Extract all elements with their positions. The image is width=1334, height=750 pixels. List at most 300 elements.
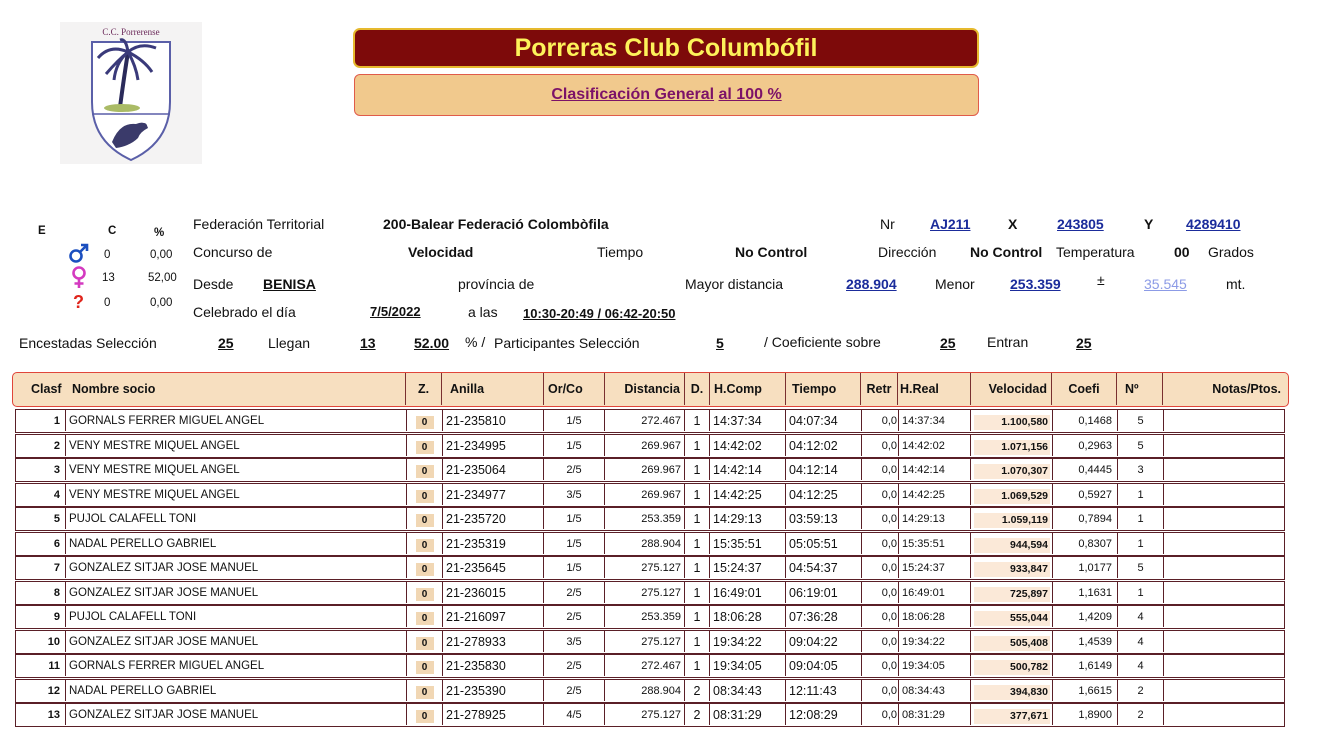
cell-anilla: 21-236015	[443, 582, 544, 603]
cell-z-value: 0	[416, 490, 434, 503]
cell-n: 3	[1118, 459, 1164, 480]
participantes-value: 5	[716, 335, 724, 351]
llegan-value: 13	[360, 335, 376, 351]
header-d: D.	[685, 373, 710, 405]
cell-orco: 1/5	[544, 435, 605, 456]
cell-clasf: 7	[16, 557, 66, 578]
cell-d: 1	[685, 631, 710, 652]
cell-retr: 0,0	[862, 704, 899, 725]
cell-velocidad-value: 394,830	[974, 685, 1050, 700]
header-n: Nº	[1117, 373, 1163, 405]
cell-notas	[1164, 631, 1284, 652]
table-row	[15, 434, 1285, 458]
cell-z	[407, 459, 443, 480]
cell-n: 4	[1118, 655, 1164, 676]
cell-hreal: 15:35:51	[899, 533, 971, 554]
cell-z	[407, 557, 443, 578]
question-mark-icon: ?	[73, 292, 84, 312]
cell-velocidad-value: 555,044	[974, 611, 1050, 626]
cell-tiempo: 04:07:34	[786, 410, 862, 431]
cell-retr: 0,0	[862, 459, 899, 480]
cell-z-value: 0	[416, 612, 434, 625]
cell-orco: 2/5	[544, 655, 605, 676]
table-row	[15, 532, 1285, 556]
concurso-label: Concurso de	[193, 244, 273, 260]
cell-distancia: 275.127	[605, 557, 685, 578]
y-link[interactable]: 4289410	[1186, 216, 1241, 232]
cell-notas	[1164, 606, 1284, 627]
cell-z	[407, 410, 443, 431]
cell-orco: 1/5	[544, 557, 605, 578]
unknown-pct: 0,00	[150, 297, 173, 309]
header-distancia: Distancia	[605, 373, 685, 405]
cell-distancia: 275.127	[605, 704, 685, 725]
cell-nombre: PUJOL CALAFELL TONI	[66, 508, 407, 529]
cell-distancia: 288.904	[605, 533, 685, 554]
stats-col-e: E	[38, 225, 46, 237]
coeficiente-label: / Coeficiente sobre	[764, 334, 881, 350]
cell-d: 1	[685, 655, 710, 676]
cell-hcomp: 14:42:25	[710, 484, 786, 505]
cell-velocidad	[971, 484, 1053, 505]
header-clasf-nombre	[13, 373, 406, 405]
page-title: Porreras Club Columbófil	[514, 33, 818, 62]
pct-value: 52.00	[414, 335, 450, 351]
cell-hreal: 14:42:14	[899, 459, 971, 480]
cell-velocidad	[971, 582, 1053, 603]
male-symbol-icon	[68, 242, 92, 269]
cell-velocidad	[971, 704, 1053, 725]
header-orco: Or/Co	[544, 373, 605, 405]
unknown-count: 0	[104, 297, 111, 309]
tiempo-label: Tiempo	[597, 244, 644, 260]
cell-hreal: 15:24:37	[899, 557, 971, 578]
cell-coefi: 0,2963	[1053, 435, 1118, 456]
cell-velocidad-value: 500,782	[974, 660, 1050, 675]
cell-hreal: 19:34:22	[899, 631, 971, 652]
celebrado-label: Celebrado el día	[193, 304, 296, 320]
cell-tiempo: 07:36:28	[786, 606, 862, 627]
cell-anilla: 21-235645	[443, 557, 544, 578]
cell-tiempo: 04:12:02	[786, 435, 862, 456]
cell-tiempo: 12:11:43	[786, 680, 862, 701]
cell-orco: 4/5	[544, 704, 605, 725]
header-tiempo: Tiempo	[786, 373, 861, 405]
cell-hreal: 08:34:43	[899, 680, 971, 701]
cell-hcomp: 14:42:02	[710, 435, 786, 456]
cell-z-value: 0	[416, 686, 434, 699]
federacion-label: Federación Territorial	[193, 216, 325, 232]
header-coefi: Coefi	[1052, 373, 1117, 405]
cell-d: 2	[685, 680, 710, 701]
cell-clasf: 10	[16, 631, 66, 652]
cell-distancia: 272.467	[605, 655, 685, 676]
cell-coefi: 1,0177	[1053, 557, 1118, 578]
cell-z-value: 0	[416, 514, 434, 527]
cell-velocidad	[971, 606, 1053, 627]
cell-nombre: GORNALS FERRER MIGUEL ANGEL	[66, 655, 407, 676]
cell-anilla: 21-216097	[443, 606, 544, 627]
header-notas: Notas/Ptos.	[1212, 382, 1281, 396]
cell-orco: 2/5	[544, 680, 605, 701]
cell-coefi: 1,4209	[1053, 606, 1118, 627]
cell-velocidad	[971, 508, 1053, 529]
palm-tree-pigeon-crest-icon	[60, 22, 202, 164]
diferencia-link[interactable]: 35.545	[1144, 276, 1187, 292]
mt-label: mt.	[1226, 276, 1246, 292]
cell-notas	[1164, 484, 1284, 505]
cell-velocidad	[971, 410, 1053, 431]
cell-hcomp: 15:24:37	[710, 557, 786, 578]
cell-n: 1	[1118, 533, 1164, 554]
alas-value: 10:30-20:49 / 06:42-20:50	[523, 306, 676, 321]
cell-d: 1	[685, 606, 710, 627]
cell-coefi: 1,6615	[1053, 680, 1118, 701]
cell-hcomp: 15:35:51	[710, 533, 786, 554]
cell-velocidad-value: 505,408	[974, 636, 1050, 651]
cell-nombre: GONZALEZ SITJAR JOSE MANUEL	[66, 704, 407, 725]
cell-notas	[1164, 435, 1284, 456]
cell-clasf: 2	[16, 435, 66, 456]
stats-col-c: C	[108, 225, 117, 237]
cell-notas	[1164, 704, 1284, 725]
cell-retr: 0,0	[862, 655, 899, 676]
stats-col-pct: %	[154, 227, 165, 239]
cell-hcomp: 14:37:34	[710, 410, 786, 431]
coeficiente-value: 25	[940, 335, 956, 351]
cell-anilla: 21-234995	[443, 435, 544, 456]
entran-value: 25	[1076, 335, 1092, 351]
cell-nombre: GORNALS FERRER MIGUEL ANGEL	[66, 410, 407, 431]
cell-nombre: NADAL PERELLO GABRIEL	[66, 533, 407, 554]
cell-nombre: NADAL PERELLO GABRIEL	[66, 680, 407, 701]
cell-clasf: 11	[16, 655, 66, 676]
cell-anilla: 21-234977	[443, 484, 544, 505]
entran-label: Entran	[987, 334, 1029, 350]
cell-z-value: 0	[416, 441, 434, 454]
x-label: X	[1008, 216, 1018, 232]
pct-label: % /	[465, 334, 486, 350]
female-count: 13	[102, 272, 115, 284]
cell-nombre: GONZALEZ SITJAR JOSE MANUEL	[66, 582, 407, 603]
cell-d: 1	[685, 533, 710, 554]
cell-d: 1	[685, 557, 710, 578]
cell-coefi: 0,5927	[1053, 484, 1118, 505]
plus-minus-label: ±	[1097, 272, 1105, 288]
male-count: 0	[104, 249, 111, 261]
cell-n: 2	[1118, 680, 1164, 701]
header-nombre: Nombre socio	[72, 382, 156, 396]
cell-clasf: 12	[16, 680, 66, 701]
cell-velocidad	[971, 533, 1053, 554]
table-row	[15, 630, 1285, 654]
mayor-distancia-label: Mayor distancia	[685, 276, 784, 292]
table-row	[15, 654, 1285, 678]
cell-notas	[1164, 459, 1284, 480]
cell-n: 2	[1118, 704, 1164, 725]
header-anilla: Anilla	[442, 373, 544, 405]
cell-velocidad	[971, 680, 1053, 701]
cell-distancia: 275.127	[605, 631, 685, 652]
cell-d: 1	[685, 484, 710, 505]
table-row	[15, 556, 1285, 580]
cell-velocidad	[971, 435, 1053, 456]
cell-clasf: 5	[16, 508, 66, 529]
cell-z-value: 0	[416, 416, 434, 429]
subtitle-part-a[interactable]: Clasificación General	[551, 86, 715, 103]
cell-coefi: 0,1468	[1053, 410, 1118, 431]
cell-hcomp: 16:49:01	[710, 582, 786, 603]
cell-z	[407, 704, 443, 725]
cell-distancia: 272.467	[605, 410, 685, 431]
cell-tiempo: 04:54:37	[786, 557, 862, 578]
cell-clasf: 13	[16, 704, 66, 725]
nr-label: Nr	[880, 216, 895, 232]
cell-coefi: 0,4445	[1053, 459, 1118, 480]
desde-value: BENISA	[263, 276, 316, 292]
cell-anilla: 21-278925	[443, 704, 544, 725]
cell-velocidad-value: 944,594	[974, 538, 1050, 553]
mayor-distancia-link[interactable]: 288.904	[846, 276, 897, 292]
cell-orco: 3/5	[544, 631, 605, 652]
cell-z	[407, 680, 443, 701]
cell-retr: 0,0	[862, 557, 899, 578]
cell-hreal: 16:49:01	[899, 582, 971, 603]
cell-distancia: 269.967	[605, 459, 685, 480]
cell-velocidad-value: 725,897	[974, 587, 1050, 602]
cell-orco: 2/5	[544, 606, 605, 627]
cell-n: 5	[1118, 557, 1164, 578]
cell-hcomp: 14:29:13	[710, 508, 786, 529]
cell-tiempo: 04:12:25	[786, 484, 862, 505]
cell-tiempo: 05:05:51	[786, 533, 862, 554]
header-retr: Retr	[861, 373, 898, 405]
nr-link[interactable]: AJ211	[930, 216, 971, 232]
cell-hcomp: 08:34:43	[710, 680, 786, 701]
cell-n: 4	[1118, 606, 1164, 627]
provincia-label: província de	[458, 276, 535, 292]
cell-retr: 0,0	[862, 410, 899, 431]
cell-orco: 3/5	[544, 484, 605, 505]
llegan-label: Llegan	[268, 335, 311, 351]
cell-velocidad-value: 1.100,580	[974, 415, 1050, 430]
cell-retr: 0,0	[862, 435, 899, 456]
cell-z-value: 0	[416, 588, 434, 601]
cell-retr: 0,0	[862, 533, 899, 554]
cell-notas	[1164, 582, 1284, 603]
y-label: Y	[1144, 216, 1154, 232]
cell-velocidad-value: 1.071,156	[974, 440, 1050, 455]
x-link[interactable]: 243805	[1057, 216, 1104, 232]
cell-z-value: 0	[416, 539, 434, 552]
cell-clasf: 6	[16, 533, 66, 554]
cell-velocidad-value: 377,671	[974, 709, 1050, 724]
temperatura-label: Temperatura	[1056, 244, 1135, 260]
cell-velocidad-value: 1.059,119	[974, 513, 1050, 528]
cell-z-value: 0	[416, 661, 434, 674]
cell-d: 1	[685, 410, 710, 431]
cell-z-value: 0	[416, 465, 434, 478]
cell-nombre: VENY MESTRE MIQUEL ANGEL	[66, 459, 407, 480]
header-hreal: H.Real	[898, 373, 971, 405]
cell-velocidad	[971, 631, 1053, 652]
desde-label: Desde	[193, 276, 234, 292]
table-row	[15, 679, 1285, 703]
cell-tiempo: 06:19:01	[786, 582, 862, 603]
cell-retr: 0,0	[862, 582, 899, 603]
direccion-value: No Control	[970, 244, 1043, 260]
cell-anilla: 21-278933	[443, 631, 544, 652]
cell-z	[407, 655, 443, 676]
cell-hcomp: 19:34:05	[710, 655, 786, 676]
cell-distancia: 275.127	[605, 582, 685, 603]
cell-clasf: 8	[16, 582, 66, 603]
club-logo	[60, 22, 202, 164]
cell-z	[407, 631, 443, 652]
cell-n: 5	[1118, 435, 1164, 456]
cell-z	[407, 435, 443, 456]
tiempo-value: No Control	[735, 244, 808, 260]
title-banner	[353, 28, 979, 68]
cell-d: 1	[685, 435, 710, 456]
cell-clasf: 3	[16, 459, 66, 480]
cell-distancia: 253.359	[605, 508, 685, 529]
cell-coefi: 1,8900	[1053, 704, 1118, 725]
table-header	[12, 372, 1289, 407]
cell-hreal: 18:06:28	[899, 606, 971, 627]
cell-nombre: GONZALEZ SITJAR JOSE MANUEL	[66, 631, 407, 652]
cell-retr: 0,0	[862, 680, 899, 701]
cell-orco: 2/5	[544, 582, 605, 603]
cell-n: 1	[1118, 582, 1164, 603]
cell-orco: 1/5	[544, 508, 605, 529]
cell-orco: 1/5	[544, 410, 605, 431]
cell-d: 1	[685, 582, 710, 603]
menor-label: Menor	[935, 276, 975, 292]
cell-z	[407, 508, 443, 529]
encestadas-value: 25	[218, 335, 234, 351]
cell-hcomp: 08:31:29	[710, 704, 786, 725]
cell-notas	[1164, 533, 1284, 554]
header-z: Z.	[406, 373, 442, 405]
cell-notas	[1164, 655, 1284, 676]
table-row	[15, 581, 1285, 605]
cell-hcomp: 14:42:14	[710, 459, 786, 480]
table-row	[15, 605, 1285, 629]
cell-velocidad	[971, 655, 1053, 676]
cell-hreal: 08:31:29	[899, 704, 971, 725]
cell-hreal: 14:29:13	[899, 508, 971, 529]
header-velocidad: Velocidad	[971, 373, 1052, 405]
cell-velocidad	[971, 557, 1053, 578]
header-clasf: Clasf	[31, 382, 62, 396]
cell-anilla: 21-235319	[443, 533, 544, 554]
subtitle-part-b[interactable]: al 100 %	[718, 86, 782, 103]
cell-anilla: 21-235390	[443, 680, 544, 701]
cell-clasf: 1	[16, 410, 66, 431]
cell-distancia: 253.359	[605, 606, 685, 627]
cell-n: 5	[1118, 410, 1164, 431]
cell-coefi: 1,6149	[1053, 655, 1118, 676]
cell-d: 1	[685, 459, 710, 480]
logo-text: C.C. Porrerense	[102, 27, 160, 37]
cell-hcomp: 18:06:28	[710, 606, 786, 627]
table-row	[15, 703, 1285, 727]
cell-tiempo: 12:08:29	[786, 704, 862, 725]
cell-notas	[1164, 557, 1284, 578]
cell-retr: 0,0	[862, 508, 899, 529]
cell-hreal: 14:42:02	[899, 435, 971, 456]
cell-d: 2	[685, 704, 710, 725]
cell-coefi: 1,4539	[1053, 631, 1118, 652]
celebrado-value: 7/5/2022	[370, 304, 421, 319]
cell-hcomp: 19:34:22	[710, 631, 786, 652]
cell-tiempo: 09:04:05	[786, 655, 862, 676]
table-row	[15, 458, 1285, 482]
cell-velocidad-value: 1.069,529	[974, 489, 1050, 504]
cell-z-value: 0	[416, 710, 434, 723]
cell-velocidad-value: 933,847	[974, 562, 1050, 577]
cell-hreal: 14:42:25	[899, 484, 971, 505]
cell-anilla: 21-235830	[443, 655, 544, 676]
cell-nombre: VENY MESTRE MIQUEL ANGEL	[66, 435, 407, 456]
cell-orco: 2/5	[544, 459, 605, 480]
concurso-value: Velocidad	[408, 244, 474, 260]
female-pct: 52,00	[148, 272, 177, 284]
cell-z	[407, 533, 443, 554]
cell-clasf: 9	[16, 606, 66, 627]
cell-coefi: 0,8307	[1053, 533, 1118, 554]
cell-nombre: PUJOL CALAFELL TONI	[66, 606, 407, 627]
table-row	[15, 483, 1285, 507]
cell-retr: 0,0	[862, 484, 899, 505]
cell-z	[407, 484, 443, 505]
cell-n: 1	[1118, 484, 1164, 505]
cell-notas	[1164, 680, 1284, 701]
direccion-label: Dirección	[878, 244, 937, 260]
cell-d: 1	[685, 508, 710, 529]
cell-z	[407, 582, 443, 603]
cell-notas	[1164, 508, 1284, 529]
cell-z-value: 0	[416, 637, 434, 650]
menor-link[interactable]: 253.359	[1010, 276, 1061, 292]
cell-velocidad	[971, 459, 1053, 480]
table-row	[15, 409, 1285, 433]
temperatura-value: 00	[1174, 244, 1190, 260]
cell-notas	[1164, 410, 1284, 431]
cell-coefi: 0,7894	[1053, 508, 1118, 529]
female-symbol-icon	[69, 266, 89, 295]
cell-distancia: 288.904	[605, 680, 685, 701]
cell-nombre: VENY MESTRE MIQUEL ANGEL	[66, 484, 407, 505]
participantes-label: Participantes Selección	[494, 335, 640, 351]
cell-z	[407, 606, 443, 627]
cell-coefi: 1,1631	[1053, 582, 1118, 603]
cell-nombre: GONZALEZ SITJAR JOSE MANUEL	[66, 557, 407, 578]
cell-clasf: 4	[16, 484, 66, 505]
cell-hreal: 19:34:05	[899, 655, 971, 676]
cell-distancia: 269.967	[605, 484, 685, 505]
cell-retr: 0,0	[862, 631, 899, 652]
male-pct: 0,00	[150, 249, 173, 261]
grados-label: Grados	[1208, 244, 1254, 260]
header-hcomp: H.Comp	[710, 373, 786, 405]
cell-hreal: 14:37:34	[899, 410, 971, 431]
subtitle-banner	[354, 74, 979, 116]
cell-n: 1	[1118, 508, 1164, 529]
cell-anilla: 21-235064	[443, 459, 544, 480]
cell-tiempo: 04:12:14	[786, 459, 862, 480]
